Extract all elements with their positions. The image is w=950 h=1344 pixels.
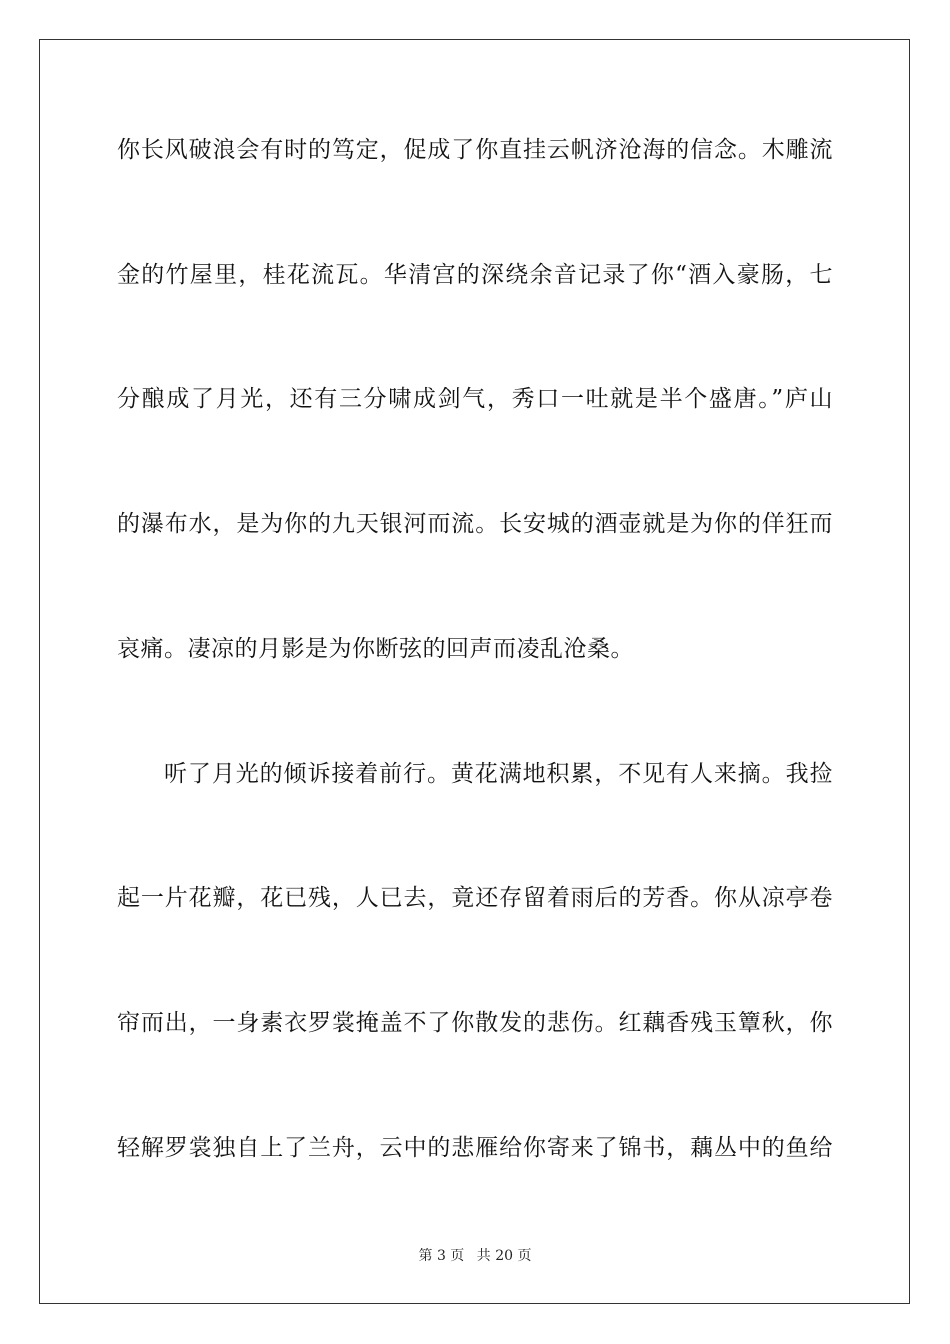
paragraph-line: 起一片花瓣，花已残，人已去，竟还存留着雨后的芳香。你从凉亭卷 <box>117 885 833 911</box>
paragraph-line: 金的竹屋里，桂花流瓦。华清宫的深绕余音记录了你“酒入豪肠，七 <box>117 262 833 288</box>
paragraph-line: 分酿成了月光，还有三分啸成剑气，秀口一吐就是半个盛唐。”庐山 <box>117 386 833 412</box>
page-number: 第 3 页 <box>418 1248 465 1264</box>
page-total: 共 20 页 <box>476 1248 532 1264</box>
paragraph-line: 的瀑布水，是为你的九天银河而流。长安城的酒壶就是为你的佯狂而 <box>117 511 833 537</box>
paragraph-line: 哀痛。凄凉的月影是为你断弦的回声而凌乱沧桑。 <box>117 636 634 662</box>
page-border <box>39 39 910 1304</box>
paragraph-line: 你长风破浪会有时的笃定，促成了你直挂云帆济沧海的信念。木雕流 <box>117 137 833 163</box>
paragraph-line: 轻解罗裳独自上了兰舟，云中的悲雁给你寄来了锦书，藕丛中的鱼给 <box>117 1135 833 1161</box>
paragraph-line: 听了月光的倾诉接着前行。黄花满地积累，不见有人来摘。我捡 <box>164 761 833 787</box>
paragraph-line: 帘而出，一身素衣罗裳掩盖不了你散发的悲伤。红藕香残玉簟秋，你 <box>117 1010 833 1036</box>
page-footer <box>0 1247 950 1265</box>
